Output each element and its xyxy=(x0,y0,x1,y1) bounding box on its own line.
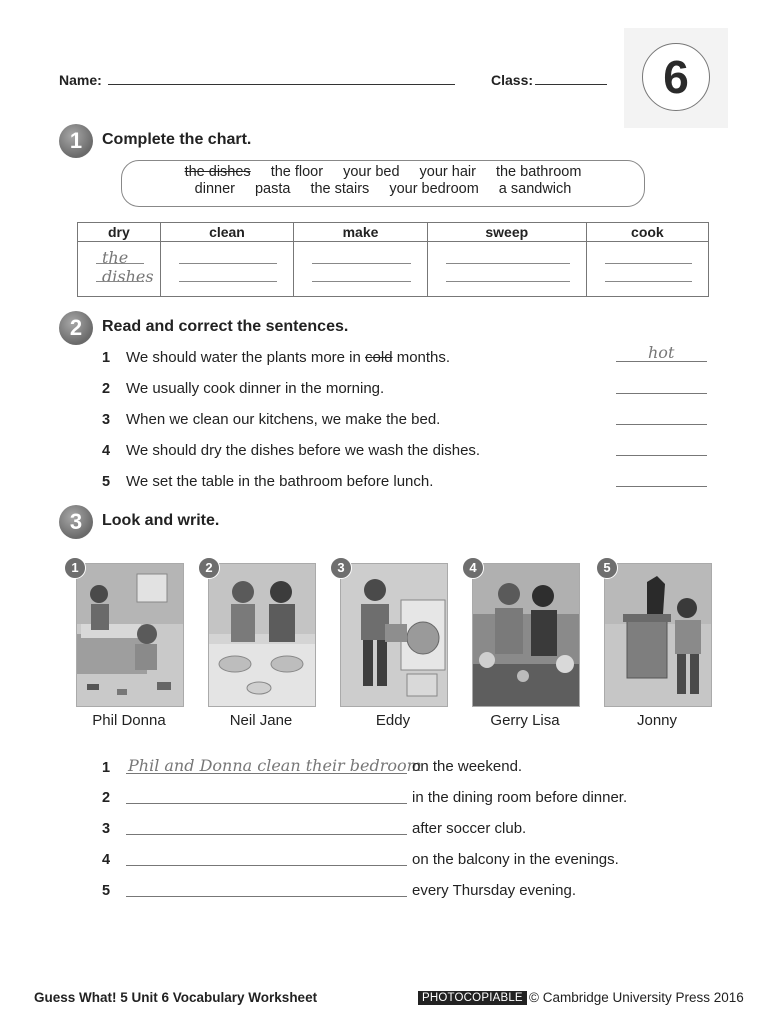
picture-names: Gerry Lisa xyxy=(490,712,560,729)
picture-number: 3 xyxy=(330,557,352,579)
answer-line[interactable] xyxy=(312,263,411,264)
sentence-text xyxy=(126,349,450,366)
picture-trash xyxy=(604,563,712,707)
picture-names: Phil Donna xyxy=(92,712,166,729)
example-correction: hot xyxy=(648,343,675,362)
column-header-cook: cook xyxy=(586,223,708,242)
class-label: Class: xyxy=(491,72,534,88)
word: a sandwich xyxy=(498,181,572,197)
word-box xyxy=(121,160,645,207)
exercise-title: Read and correct the sentences. xyxy=(102,318,349,335)
column-header-dry: dry xyxy=(78,223,161,242)
chart-cell-dry[interactable] xyxy=(78,242,161,297)
answer-line[interactable] xyxy=(96,263,144,264)
answer-line[interactable] xyxy=(179,263,278,264)
answer-line[interactable] xyxy=(126,803,407,804)
correction-line[interactable] xyxy=(616,424,707,425)
answer-line[interactable] xyxy=(446,263,570,264)
picture-number: 2 xyxy=(198,557,220,579)
word: pasta xyxy=(254,181,291,197)
answer-line[interactable] xyxy=(446,281,570,282)
answer-line[interactable] xyxy=(126,834,407,835)
answer-line[interactable] xyxy=(126,865,407,866)
sentence-ending: after soccer club. xyxy=(412,820,527,837)
answer-line[interactable] xyxy=(605,263,692,264)
word: the stairs xyxy=(310,181,370,197)
column-header-clean: clean xyxy=(160,223,294,242)
sentence-text: We should dry the dishes before we wash the dishes. xyxy=(126,442,481,459)
sentence-ending: on the weekend. xyxy=(412,758,523,775)
correction-line[interactable] xyxy=(616,393,707,394)
sentence-ending: every Thursday evening. xyxy=(412,882,576,899)
sentence-number: 2 xyxy=(102,790,111,806)
answer-line[interactable] xyxy=(126,773,407,774)
picture-number: 1 xyxy=(64,557,86,579)
sentence-part: months. xyxy=(392,349,451,366)
sentence-text: We set the table in the bathroom before lunch. xyxy=(126,473,434,490)
sentence-number: 1 xyxy=(102,760,111,776)
chart-cell-clean[interactable] xyxy=(160,242,294,297)
footer-title: Guess What! 5 Unit 6 Vocabulary Worksheet xyxy=(34,990,318,1005)
answer-line[interactable] xyxy=(96,281,144,282)
answer-line[interactable] xyxy=(179,281,278,282)
picture-bedroom xyxy=(76,563,184,707)
sentence-number: 4 xyxy=(102,443,111,459)
example-answer: Phil and Donna clean their bedroom xyxy=(128,756,422,775)
picture-dining xyxy=(208,563,316,707)
chart-cell-make[interactable] xyxy=(294,242,428,297)
correction-line[interactable] xyxy=(616,455,707,456)
picture-laundry xyxy=(340,563,448,707)
copyright: © Cambridge University Press 2016 xyxy=(529,990,744,1005)
picture-number: 5 xyxy=(596,557,618,579)
unit-number: 6 xyxy=(642,43,710,111)
sentence-ending: in the dining room before dinner. xyxy=(412,789,628,806)
chart-cell-sweep[interactable] xyxy=(427,242,586,297)
sentence-number: 5 xyxy=(102,474,111,490)
sentence-number: 5 xyxy=(102,883,111,899)
word-box-row xyxy=(122,181,644,197)
answer-line[interactable] xyxy=(126,896,407,897)
sentence-number: 1 xyxy=(102,350,111,366)
correction-line[interactable] xyxy=(616,486,707,487)
word-crossed: the dishes xyxy=(184,164,251,180)
sentence-number: 3 xyxy=(102,412,111,428)
name-field[interactable] xyxy=(108,84,455,85)
column-header-sweep: sweep xyxy=(427,223,586,242)
word: your bed xyxy=(343,164,400,180)
photocopiable-badge: PHOTOCOPIABLE xyxy=(418,991,527,1005)
name-label: Name: xyxy=(59,72,102,88)
example-answer: the dishes xyxy=(102,248,154,286)
picture-names: Eddy xyxy=(375,712,411,729)
correction-line[interactable] xyxy=(616,361,707,362)
exercise-title: Look and write. xyxy=(102,512,220,529)
sentence-part: We should water the plants more in xyxy=(126,349,366,366)
picture-names: Neil Jane xyxy=(229,712,293,729)
exercise-title: Complete the chart. xyxy=(102,131,252,148)
sentence-number: 2 xyxy=(102,381,111,397)
answer-line[interactable] xyxy=(605,281,692,282)
word-box-row xyxy=(122,164,644,180)
class-field[interactable] xyxy=(535,84,607,85)
word: your bedroom xyxy=(389,181,479,197)
word: your hair xyxy=(419,164,476,180)
word: the bathroom xyxy=(495,164,582,180)
crossed-word: cold xyxy=(365,349,393,366)
sentence-ending: on the balcony in the evenings. xyxy=(412,851,619,868)
word: the floor xyxy=(270,164,324,180)
word: dinner xyxy=(194,181,235,197)
sentence-number: 3 xyxy=(102,821,111,837)
answer-line[interactable] xyxy=(312,281,411,282)
exercise-number-badge: 2 xyxy=(59,311,93,345)
picture-number: 4 xyxy=(462,557,484,579)
column-header-make: make xyxy=(294,223,428,242)
exercise-number-badge: 1 xyxy=(59,124,93,158)
chart-cell-cook[interactable] xyxy=(586,242,708,297)
vocabulary-chart xyxy=(77,222,709,297)
sentence-text: When we clean our kitchens, we make the bed. xyxy=(126,411,441,428)
picture-names: Jonny xyxy=(636,712,678,729)
picture-balcony xyxy=(472,563,580,707)
exercise-number-badge: 3 xyxy=(59,505,93,539)
sentence-text: We usually cook dinner in the morning. xyxy=(126,380,385,397)
sentence-number: 4 xyxy=(102,852,111,868)
